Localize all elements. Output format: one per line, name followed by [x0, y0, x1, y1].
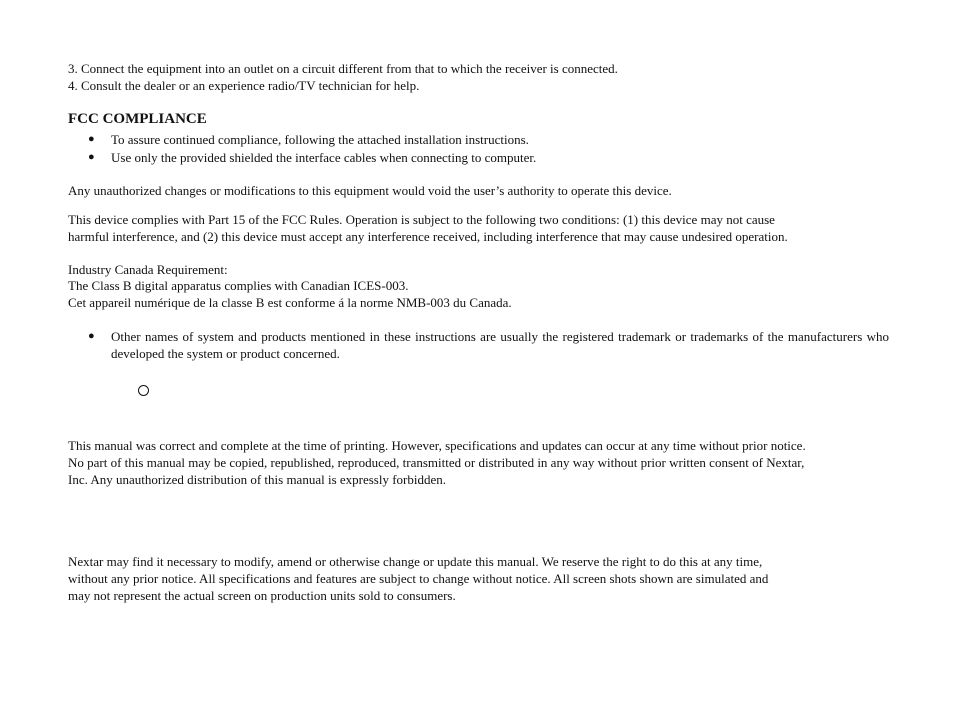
- manual-notice-line: Inc. Any unauthorized distribution of this manual is expressly forbidden.: [68, 472, 447, 487]
- industry-canada-line: Cet appareil numérique de la classe B est conforme á la norme NMB-003 du Canada.: [68, 295, 512, 310]
- list-item-4: 4. Consult the dealer or an experience radio/TV technician for help.: [68, 78, 420, 93]
- document-page: [68, 0, 898, 701]
- circle-bullet-icon: [138, 385, 149, 396]
- manual-notice-line: No part of this manual may be copied, republished, reproduced, transmitted or distributed in any way without prior written consent of Nextar,: [68, 455, 805, 470]
- list-item-3: 3. Connect the equipment into an outlet on a circuit different from that to which the receiver is connected.: [68, 61, 618, 76]
- trademark-text: Other names of system and products mentioned in these instructions are usually the registered trademark or trademarks of the manufacturers who developed the system or product concerned.: [111, 329, 889, 361]
- part15-line: This device complies with Part 15 of the FCC Rules. Operation is subject to the following two conditions: (1) this device may not cause: [68, 212, 775, 227]
- fcc-compliance-heading: FCC COMPLIANCE: [68, 111, 207, 127]
- modify-notice-line: Nextar may find it necessary to modify, amend or otherwise change or update this manual. We reserve the right to do this at any time,: [68, 554, 763, 569]
- bullet-icon: ●: [88, 330, 95, 342]
- industry-canada-line: The Class B digital apparatus complies with Canadian ICES-003.: [68, 278, 409, 293]
- fcc-bullet-text: Use only the provided shielded the interface cables when connecting to computer.: [111, 150, 537, 165]
- modify-notice-line: without any prior notice. All specifications and features are subject to change without notice. All screen shots shown are simulated and: [68, 571, 769, 586]
- bullet-icon: ●: [88, 133, 95, 145]
- fcc-bullet-text: To assure continued compliance, following the attached installation instructions.: [111, 132, 529, 147]
- part15-line: harmful interference, and (2) this device must accept any interference received, including interference that may cause undesired operation.: [68, 229, 788, 244]
- manual-notice-line: This manual was correct and complete at the time of printing. However, specifications and updates can occur at any time without prior notice.: [68, 438, 806, 453]
- industry-canada-heading: Industry Canada Requirement:: [68, 262, 228, 277]
- modify-notice-line: may not represent the actual screen on production units sold to consumers.: [68, 588, 456, 603]
- unauthorized-changes-paragraph: Any unauthorized changes or modifications to this equipment would void the user’s authority to operate this device.: [68, 183, 672, 198]
- bullet-icon: ●: [88, 151, 95, 163]
